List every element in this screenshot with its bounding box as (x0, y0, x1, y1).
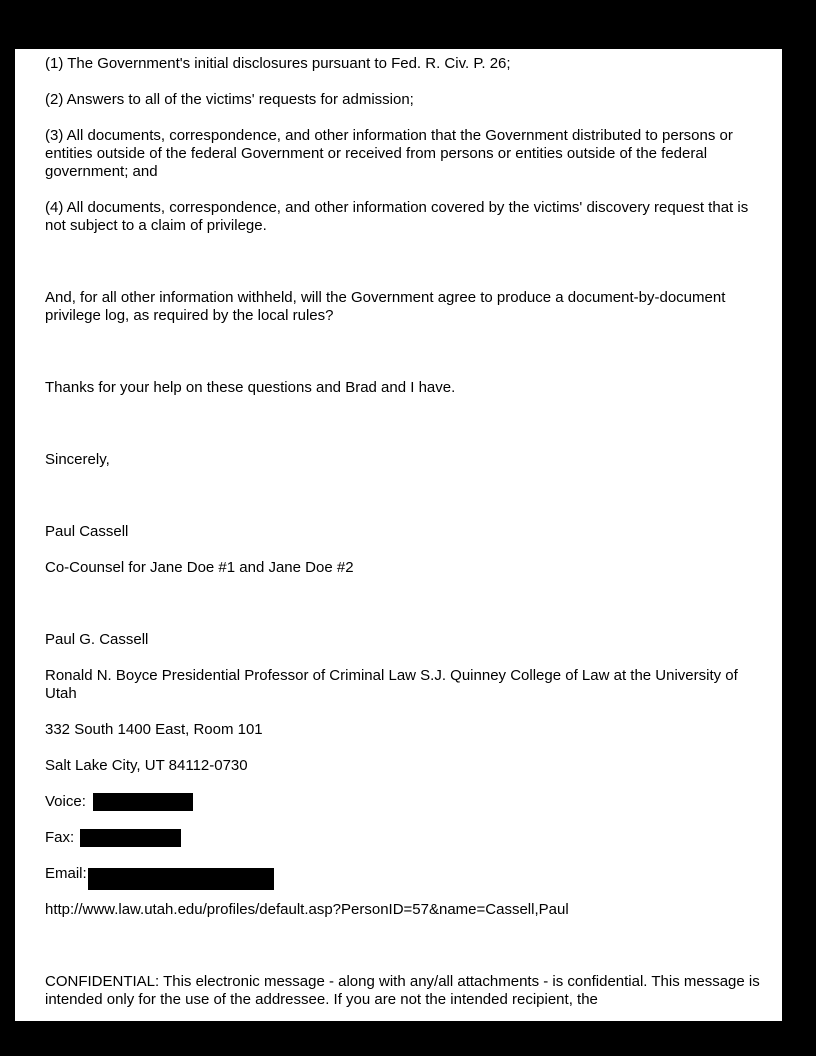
signer-role: Co-Counsel for Jane Doe #1 and Jane Doe #2 (45, 559, 354, 576)
list-item-4: (4) All documents, correspondence, and other information covered by the victims' discovery request that is not subject to a claim of privilege. (45, 199, 749, 234)
voice-label: Voice: (45, 793, 86, 810)
email-redaction (88, 868, 274, 890)
signature-name: Paul G. Cassell (45, 631, 149, 648)
confidential-notice: CONFIDENTIAL: This electronic message - along with any/all attachments - is confidential. This message is intended only for the use of the addressee. If you are not the intended recipient, the (45, 973, 760, 1008)
fax-label: Fax: (45, 829, 75, 846)
list-item-3: (3) All documents, correspondence, and other information that the Government distributed to persons or entities outside of the federal Government or received from persons or entities outside of the federal government; and (45, 127, 733, 180)
list-item-2: (2) Answers to all of the victims' requests for admission; (45, 91, 414, 108)
signature-title: Ronald N. Boyce Presidential Professor of Criminal Law S.J. Quinney College of Law at the University of Utah (45, 667, 738, 702)
closing: Sincerely, (45, 451, 110, 468)
thanks-line: Thanks for your help on these questions and Brad and I have. (45, 379, 456, 396)
privilege-question: And, for all other information withheld, will the Government agree to produce a document-by-document privilege log, as required by the local rules? (45, 289, 726, 324)
document-page (15, 49, 782, 1021)
voice-redaction (93, 793, 193, 811)
address-line-2: Salt Lake City, UT 84112-0730 (45, 757, 248, 774)
signer-name: Paul Cassell (45, 523, 129, 540)
list-item-1: (1) The Government's initial disclosures pursuant to Fed. R. Civ. P. 26; (45, 55, 511, 72)
email-label: Email: (45, 865, 87, 882)
fax-redaction (80, 829, 181, 847)
address-line-1: 332 South 1400 East, Room 101 (45, 721, 263, 738)
profile-link[interactable]: http://www.law.utah.edu/profiles/default.asp?PersonID=57&name=Cassell,Paul (45, 901, 569, 918)
